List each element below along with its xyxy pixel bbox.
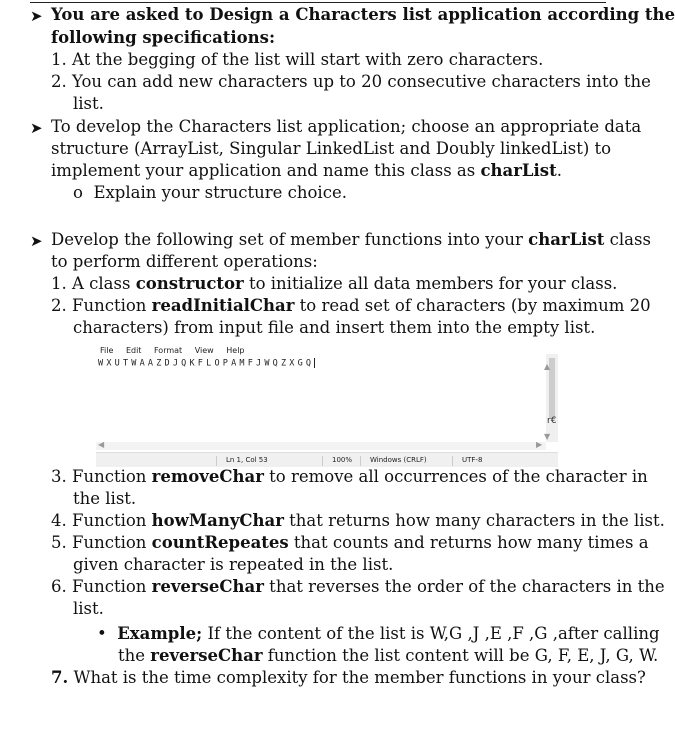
scroll-left-icon[interactable]: ◀ [98,440,105,449]
top-rule [30,2,606,3]
section3-line1: Develop the following set of member functions into your charList class [51,230,651,249]
scroll-right-icon[interactable]: ▶ [536,440,543,449]
section2-sub-bullet: o Explain your structure choice. [73,183,347,202]
menu-format[interactable]: Format [153,346,183,355]
status-line-ending: Windows (CRLF) [370,456,427,464]
menu-file[interactable]: File [100,346,114,355]
section1-item2: 2. You can add new characters up to 20 consecutive characters into the [51,72,651,91]
section3-line2: to perform different operations: [51,252,318,271]
arrow-bullet-icon: ➤ [30,7,43,25]
section3-item3-cont: the list. [73,489,137,508]
section3-item5: 5. Function countRepeates that counts and returns how many times a [51,533,649,552]
arrow-bullet-icon: ➤ [30,232,43,250]
notepad-content: WXUTWAAZDJQKFLOPAMFJWQZXGQ [98,358,315,369]
horizontal-scrollbar[interactable] [96,442,546,450]
section1-heading-line1: You are asked to Design a Characters list application according the [51,5,675,24]
status-separator [216,456,217,466]
scroll-down-icon[interactable]: ▼ [544,432,551,441]
status-encoding: UTF-8 [462,456,483,464]
menu-view[interactable]: View [194,346,214,355]
section3-item2-cont: characters) from input file and insert them into the empty list. [73,318,596,337]
section3-item5-cont: given character is repeated in the list. [73,555,394,574]
side-fragment: r€ [547,416,557,426]
section3-item3: 3. Function removeChar to remove all occurrences of the character in [51,467,648,486]
notepad-screenshot [96,344,558,466]
section3-item2: 2. Function readInitialChar to read set of characters (by maximum 20 [51,296,651,315]
text-caret [314,358,315,368]
section2-line3: implement your application and name this class as charList. [51,161,562,180]
arrow-bullet-icon: ➤ [30,119,43,137]
section1-item1: 1. At the begging of the list will start with zero characters. [51,50,544,69]
status-separator [322,456,323,466]
status-separator [452,456,453,466]
section3-item6-cont: list. [73,599,104,618]
notepad-menubar [100,346,251,355]
section3-item6: 6. Function reverseChar that reverses the order of the characters in the [51,577,665,596]
status-zoom: 100% [332,456,353,464]
menu-edit[interactable]: Edit [125,346,142,355]
scroll-up-icon[interactable]: ▲ [544,362,551,371]
example-line2: the reverseChar function the list content will be G, F, E, J, G, W. [118,646,659,665]
section2-line1: To develop the Characters list application; choose an appropriate data [51,117,642,136]
section1-item2-cont: list. [73,94,104,113]
section3-item7: 7. What is the time complexity for the member functions in your class? [51,668,646,687]
section2-line2: structure (ArrayList, Singular LinkedList and Doubly linkedList) to [51,139,612,158]
section1-heading-line2: following specifications: [51,28,276,47]
notepad-statusbar [96,452,558,467]
menu-help[interactable]: Help [226,346,245,355]
example-line1: • Example; If the content of the list is W,G ,J ,E ,F ,G ,after calling [97,624,660,643]
notepad-text-area[interactable] [98,358,315,369]
status-separator [360,456,361,466]
status-position: Ln 1, Col 53 [226,456,268,464]
section3-item4: 4. Function howManyChar that returns how many characters in the list. [51,511,665,530]
section3-item1: 1. A class constructor to initialize all data members for your class. [51,274,618,293]
